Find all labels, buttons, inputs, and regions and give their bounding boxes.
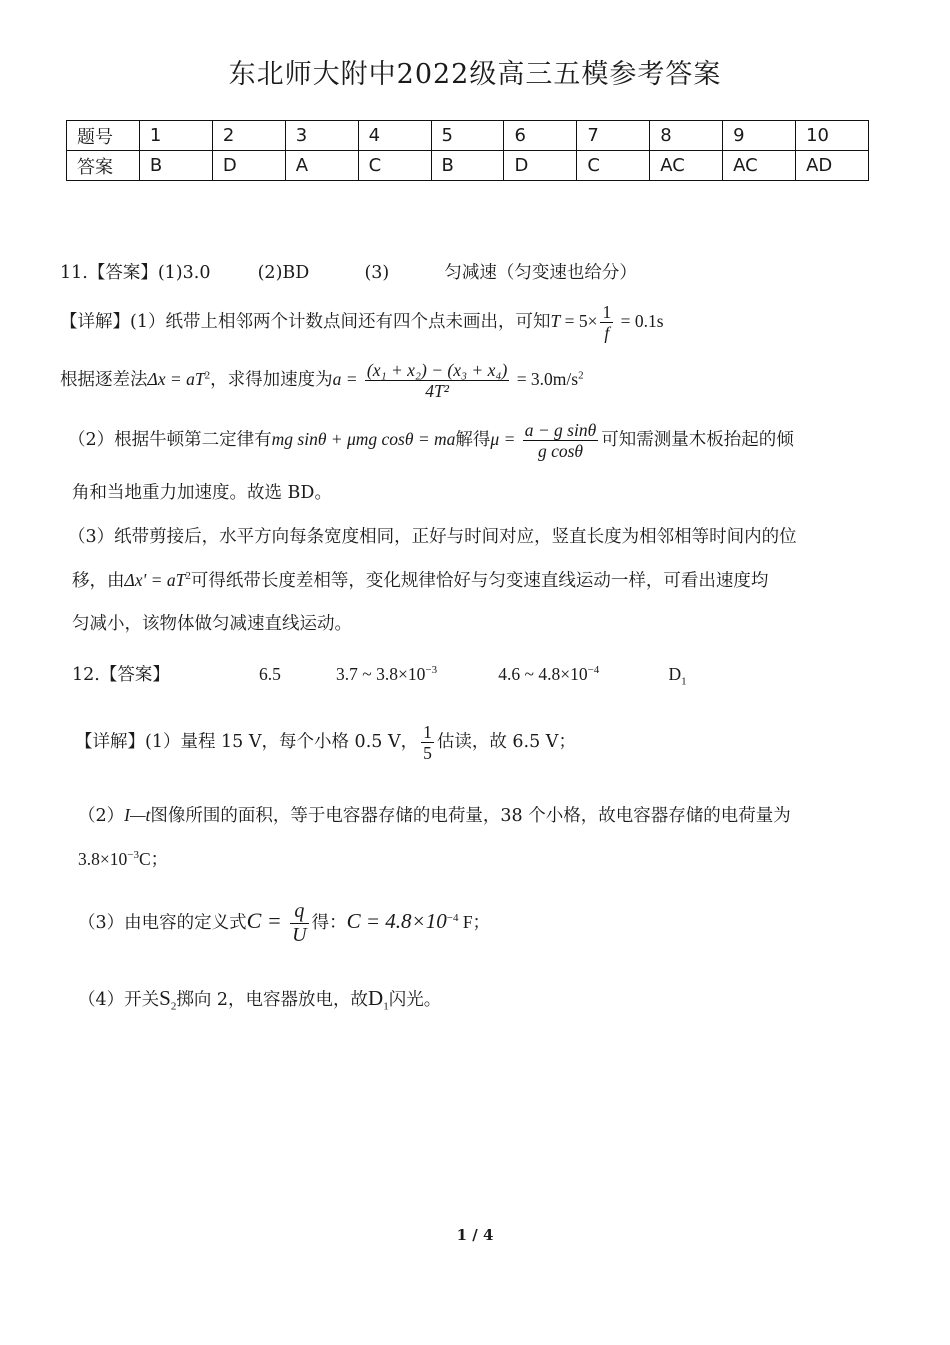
q12-answer-2: 3.7 ~ 3.8×10 [336,664,426,684]
table-cell: 答案 [67,151,140,181]
q11-d1-text: 【详解】(1）纸带上相邻两个计数点间还有四个点未画出，可知 [60,312,551,333]
q11-d6-pre: 移，由 [72,571,125,591]
table-cell: 8 [650,121,723,151]
lamp-d: D [368,986,384,1010]
q11-detail-2: 根据逐差法$\Delta x = aT^2$，求得加速度为a = $\frac{\text{(x₁ + x₂) − (x₃ + x₄)}}{\text{4T²}}$ = $3.0m/s^2$ [60,360,584,402]
fraction-den: g cosθ [537,441,583,462]
fraction-den: f [604,323,610,344]
table-row-answers [67,151,869,181]
q12-answer-head: 12.【答案】 [72,665,170,685]
table-cell: D [212,151,285,181]
table-cell: C [577,151,650,181]
q12-explain-2 [78,805,791,827]
q12-answer-4: D [668,664,682,684]
q11-detail-5: （3）纸带剪接后，水平方向每条宽度相同，正好与时间对应，竖直长度为相邻相等时间内的位 [68,527,797,547]
subscript: 1 [681,675,687,688]
table-cell: A [285,151,358,181]
subscript: 1 [383,1000,389,1013]
table-cell: 9 [723,121,796,151]
q11-d3-text: （2）根据牛顿第二定律有 [68,430,272,451]
math-t: T [550,311,561,332]
exponent: −3 [425,664,438,677]
fraction-1-over-5 [421,722,434,763]
table-cell: AC [723,151,796,181]
q11-answer-3: (3) [364,263,390,283]
exponent: −4 [446,912,459,925]
subscript: 2 [170,1000,177,1013]
q11-answer-head: 11.【答案】(1)3.0 [60,263,211,283]
fraction-num: 1 [602,302,612,322]
table-cell: AC [650,151,723,181]
q11-detail-6: 移，由$\Delta x' = aT^2$可得纸带长度差相等，变化规律恰好与匀变速直线运动一样，可看出速度均 [72,570,769,591]
math-delta-x: Δx = aT [147,369,205,390]
q12-e4-pre: （3）由电容的定义式 [78,913,247,933]
fraction-den: 4T² [425,381,449,402]
q12-explain-5 [78,986,441,1011]
table-cell: 1 [139,121,212,151]
table-row-numbers [67,121,869,151]
q11-d3-post: 可知需测量木板抬起的倾 [601,430,794,451]
fraction-den: U [292,924,307,946]
q12-explain-4 [78,900,490,947]
math-i-t: I—t [124,805,151,825]
table-cell: 7 [577,121,650,151]
page-title: 东北师大附中2022级高三五模参考答案 [228,59,722,90]
math-result: = 0.1s [616,311,664,332]
table-cell: C [358,151,431,181]
exponent: −3 [127,849,139,862]
page-number: 1 / 4 [456,1226,494,1244]
fraction-mu [523,420,598,461]
fraction-den: 5 [423,743,432,764]
fraction-num: 1 [423,722,432,742]
table-cell: 6 [504,121,577,151]
q12-e4-mid: 得： [311,913,347,933]
q12-explain-1 [75,722,576,763]
q12-e3-value: 3.8×10 [78,849,128,869]
q12-e3-unit: C； [138,849,169,869]
table-cell: 2 [212,121,285,151]
q11-answer-3-text: 匀减速（匀变速也给分） [444,263,637,283]
q12-e5-mid: 掷向 2，电容器放电，故 [176,990,369,1010]
q12-answer-3: 4.6 ~ 4.8×10 [498,664,588,684]
q12-explain-3 [78,849,168,871]
math-mu: μ = [490,429,520,450]
fraction-num: a − g sinθ [524,420,597,440]
table-cell: 3 [285,121,358,151]
q11-answer-2: (2)BD [257,263,310,283]
table-cell: 5 [431,121,504,151]
q11-detail-3 [68,420,794,461]
answer-table [66,120,869,181]
fraction-num: q [290,900,308,924]
table-cell: B [139,151,212,181]
math-newton: mg sinθ + μmg cosθ = ma [271,429,456,450]
q12-e5-pre: （4）开关 [78,990,160,1010]
q11-d2-text: 根据逐差法 [60,370,148,391]
table-cell: 10 [796,121,869,151]
fraction-1-over-f [600,302,613,343]
math-c: C = [246,908,288,933]
fraction-q-over-u [290,900,308,947]
q11-detail-4: 角和当地重力加速度。故选 BD。 [72,483,332,503]
q12-e5-post: 闪光。 [388,990,442,1010]
table-cell: AD [796,151,869,181]
math-a: a = [332,369,362,390]
exponent: −4 [587,664,600,677]
math-result: = 3.0m/s [512,369,579,390]
q12-e2-post: 图像所围的面积，等于电容器存储的电荷量，38 个小格，故电容器存储的电荷量为 [150,806,791,826]
table-cell: D [504,151,577,181]
q12-e2-pre: （2） [78,806,125,826]
table-cell: 题号 [67,121,140,151]
q11-detail-1 [60,302,664,343]
math-c-value: C = 4.8×10 [346,909,447,933]
fraction-acceleration [365,360,509,401]
q11-d3-mid: 解得 [455,430,491,451]
q11-answer-line [60,263,637,284]
q12-e1-post: 估读，故 6.5 V； [436,732,576,753]
table-cell: B [431,151,504,181]
q12-e1-pre: 【详解】(1）量程 15 V，每个小格 0.5 V， [75,732,419,753]
q12-answer-line [72,664,687,686]
q11-detail-7: 匀减小，该物体做匀减速直线运动。 [72,614,352,634]
table-cell: 4 [358,121,431,151]
switch-s: S [159,986,171,1010]
fraction-num: (x₁ + x₂) − (x₃ + x₄) [366,360,508,380]
math-eq: = 5× [560,311,598,332]
q11-d6-post: 可得纸带长度差相等，变化规律恰好与匀变速直线运动一样，可看出速度均 [190,571,769,591]
q12-e4-unit: F； [458,912,491,932]
q12-answer-1: 6.5 [259,664,281,684]
math-delta-x-prime: Δx' = aT [124,570,186,590]
q11-d2-mid: ，求得加速度为 [210,370,333,391]
